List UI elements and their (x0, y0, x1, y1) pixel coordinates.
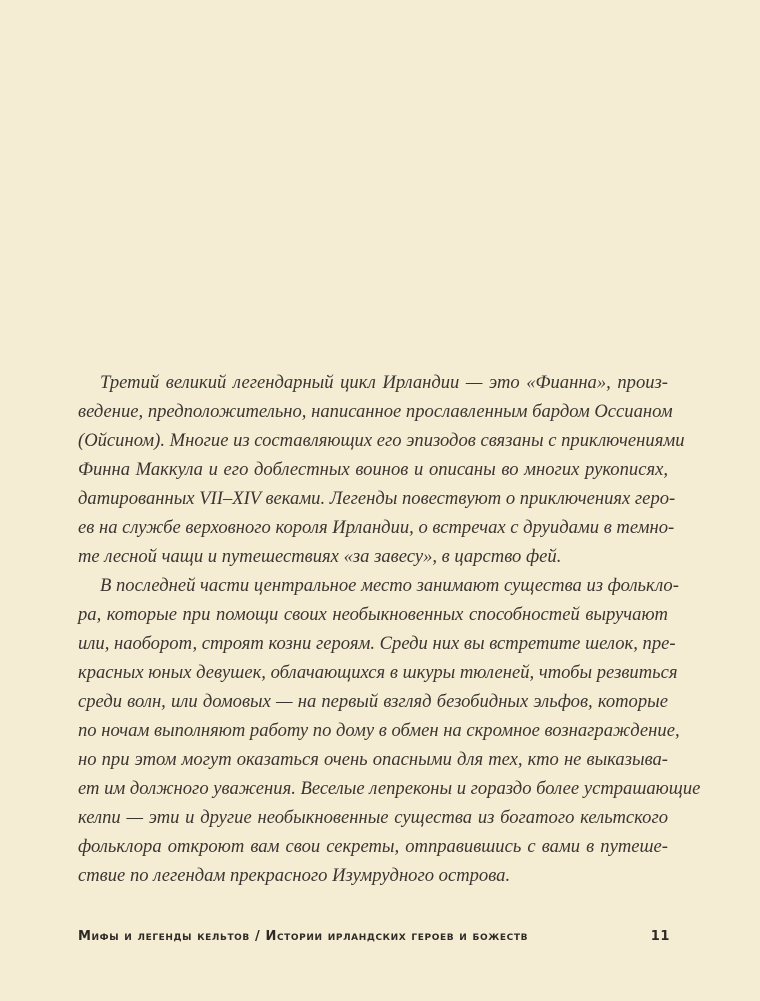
text-line: ет им должного уважения. Веселые лепреконы и гораздо более устрашающие (78, 778, 701, 799)
text-line: ра, которые при помощи своих необыкновенных способностей выручают (78, 604, 668, 625)
text-line: келпи — эти и другие необыкновенные существа из богатого кельтского (78, 807, 668, 828)
paragraph (78, 571, 701, 890)
page-number: 11 (650, 929, 670, 944)
page-footer (78, 929, 670, 944)
paragraph (78, 368, 685, 571)
text-line: ствие по легендам прекрасного Изумрудного острова. (78, 865, 511, 886)
text-line: те лесной чащи и путешествиях «за завесу», в царство фей. (78, 546, 562, 567)
text-line: Третий великий легендарный цикл Ирландии — это «Фианна», произ- (100, 372, 668, 393)
text-line: Финна Маккула и его доблестных воинов и описаны во многих рукописях, (78, 459, 668, 480)
text-line: среди волн, или домовых — на первый взгляд безобидных эльфов, которые (78, 691, 668, 712)
text-line: (Ойсином). Многие из составляющих его эпизодов связаны с приключениями (78, 430, 685, 451)
body-text (78, 368, 701, 890)
text-line: датированных VII–XIV веками. Легенды повествуют о приключениях геро- (78, 488, 676, 509)
text-line: или, наоборот, строят козни героям. Среди них вы встретите шелок, пре- (78, 633, 676, 654)
text-line: ев на службе верховного короля Ирландии, о встречах с друидами в темно- (78, 517, 675, 538)
text-line: фольклора откроют вам свои секреты, отправившись с вами в путеше- (78, 836, 668, 857)
text-line: красных юных девушек, облачающихся в шкуры тюленей, чтобы резвиться (78, 662, 678, 683)
text-line: ведение, предположительно, написанное прославленным бардом Оссианом (78, 401, 673, 422)
text-line: но при этом могут оказаться очень опасными для тех, кто не выказыва- (78, 749, 668, 770)
running-title: Мифы и легенды кельтов / Истории ирландских героев и божеств (78, 929, 529, 944)
text-line: по ночам выполняют работу по дому в обмен на скромное вознаграждение, (78, 720, 680, 741)
text-line: В последней части центральное место занимают существа из фолькло- (100, 575, 679, 596)
